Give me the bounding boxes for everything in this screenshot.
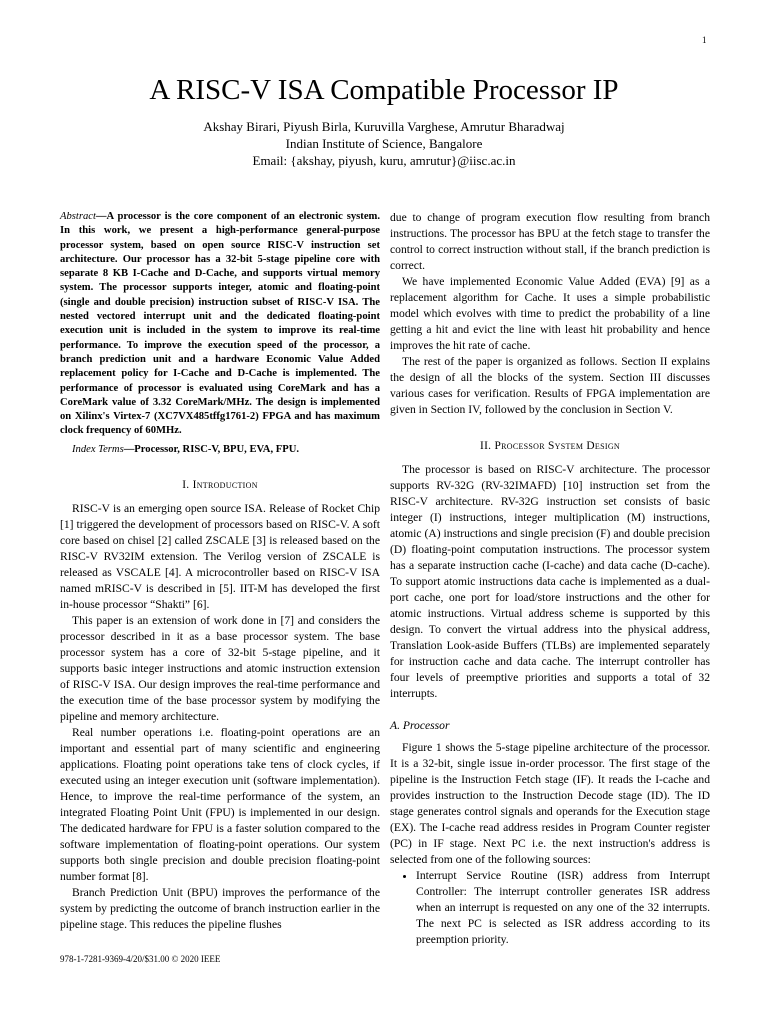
list-item: • Interrupt Service Routine (ISR) address from Interrupt Controller: The interrupt controller generates ISR address when an interrupt is requested on any one of the 32 interrupts. The next PC is selected as ISR address according to its preemption priority. (416, 868, 710, 948)
paragraph: Branch Prediction Unit (BPU) improves the performance of the system by predicting the outcome of branch instruction earlier in the pipeline stage. This reduces the pipeline flushes (60, 886, 380, 932)
paragraph-continuation: due to change of program execution flow resulting from branch instructions. The processor has BPU at the fetch stage to transfer the control to correct instruction without stall, if the branch prediction is correct. (390, 211, 710, 272)
abstract (60, 210, 380, 439)
left-column (60, 210, 380, 933)
section-heading-processor-system-design: II. Processor System Design (480, 440, 620, 452)
author-block (0, 118, 768, 169)
abstract-lead: Abstract (60, 211, 96, 222)
page-number: 1 (702, 35, 707, 45)
paragraph: We have implemented Economic Value Added (EVA) [9] as a replacement algorithm for Cache. It uses a simple probabilistic model which evolves with time to predict the probability of a line getting a hit and evict the line with least hit probability and hence improves the hit rate of cache. (390, 275, 710, 352)
paragraph: Figure 1 shows the 5-stage pipeline architecture of the processor. It is a 32-bit, single issue in-order processor. The first stage of the pipeline is the Instruction Fetch stage (IF). It reads the I-cache and provides instruction to the Instruction Decode stage (ID). The ID stage generates control signals and operands for the Execution stage (EX). The I-cache read address resides in Program Counter register (PC) in IF stage. Next PC i.e. the next instruction's address is selected from one of the following sources: (390, 741, 710, 866)
paragraph: RISC-V is an emerging open source ISA. Release of Rocket Chip [1] triggered the development of processors based on RISC-V. A soft core based on chisel [2] called ZSCALE [3] is released based on the RISC-V RV32IM extension. The Verilog version of ZSCALE is released as VSCALE [4]. A microcontroller based on RISC-V ISA named mRISC-V is described in [5]. IIT-M has developed the first in-house processor “Shakti” [6]. (60, 502, 380, 612)
subsection-heading-processor: A. Processor (390, 719, 450, 732)
author-email: Email: {akshay, piyush, kuru, amrutur}@iisc.ac.in (252, 153, 516, 168)
section-heading-introduction: I. Introduction (182, 479, 258, 492)
author-names: Akshay Birari, Piyush Birla, Kuruvilla Varghese, Amrutur Bharadwaj (203, 119, 565, 134)
paper-title: A RISC-V ISA Compatible Processor IP (149, 74, 619, 106)
author-affiliation: Indian Institute of Science, Bangalore (285, 136, 483, 151)
abstract-text: —A processor is the core component of an electronic system. In this work, we present a high-performance general-purpose processor system, based on open source RISC-V instruction set architecture. Our processor has a 32-bit 5-stage pipeline core with separate 8 KB I-Cache and D-Cache, and supports virtual memory system. The processor supports integer, atomic and floating-point (single and double precision) instruction subset of RISC-V ISA. The nested vectored interrupt unit and the dedicated floating-point execution unit is included in the system to improve its real-time performance. To improve the execution speed of the processor, a branch prediction unit and a hardware Economic Value Added replacement policy for I-Cache and D-Cache is implemented. The performance of processor is evaluated using CoreMark and has a CoreMark value of 3.32 CoreMark/MHz. The design is implemented on Xilinx's Virtex-7 (XC7VX485tffg1761-2) FPGA and has maximum clock frequency of 60MHz. (60, 211, 380, 437)
index-terms (60, 443, 380, 457)
paragraph: Real number operations i.e. floating-point operations are an important and essential part of many scientific and engineering applications. Floating point operations take tens of clock cycles, if executed using an integer execution unit (software implementation). Hence, to improve the real-time performance of the system, an integrated Floating Point Unit (FPU) is implemented in our design. The dedicated hardware for FPU is a faster solution compared to the software implementation of floating-point operations. Our system supports both single precision and double precision floating-point number format [8]. (60, 726, 380, 884)
copyright-notice: 978-1-7281-9369-4/20/$31.00 © 2020 IEEE (60, 954, 221, 964)
index-terms-text: —Processor, RISC-V, BPU, EVA, FPU. (123, 443, 299, 455)
right-column (390, 210, 710, 948)
bullet-list (390, 868, 710, 948)
index-terms-lead: Index Terms (72, 443, 124, 455)
paragraph: The processor is based on RISC-V architecture. The processor supports RV-32G (RV-32IMAFD) [10] instruction set from the RISC-V architecture. RV-32G instruction set consists of basic integer (I) instructions, integer multiplication (M) instructions, atomic (A) instructions and single precision (F) and double precision (D) floating-point computation instructions. The processor system has a separate instruction cache (I-cache) and data cache (D-cache). To support atomic instructions data cache is implemented as a dual-port cache, one port for load/store instructions and the other for atomic instructions. Virtual address scheme is supported by this design. To convert the virtual address into the physical address, Translation Look-aside Buffers (TLBs) are implemented separately for instruction cache and data cache. The interrupt controller has four levels of preemptive priorities and supports a total of 32 interrupts. (390, 463, 710, 700)
paragraph: The rest of the paper is organized as follows. Section II explains the design of all the blocks of the system. Section III discusses various cases for verification. Results of FPGA implementation are given in Section IV, followed by the conclusion in Section V. (390, 355, 710, 416)
paragraph: This paper is an extension of work done in [7] and considers the processor described in it as a base processor system. The base processor system has a core of 32-bit 5-stage pipeline, and it supports basic integer instructions and atomic instruction extension of RISC-V ISA. Our design improves the real-time performance and the execution time of the base processor system by modifying the pipeline and memory architecture. (60, 614, 380, 724)
